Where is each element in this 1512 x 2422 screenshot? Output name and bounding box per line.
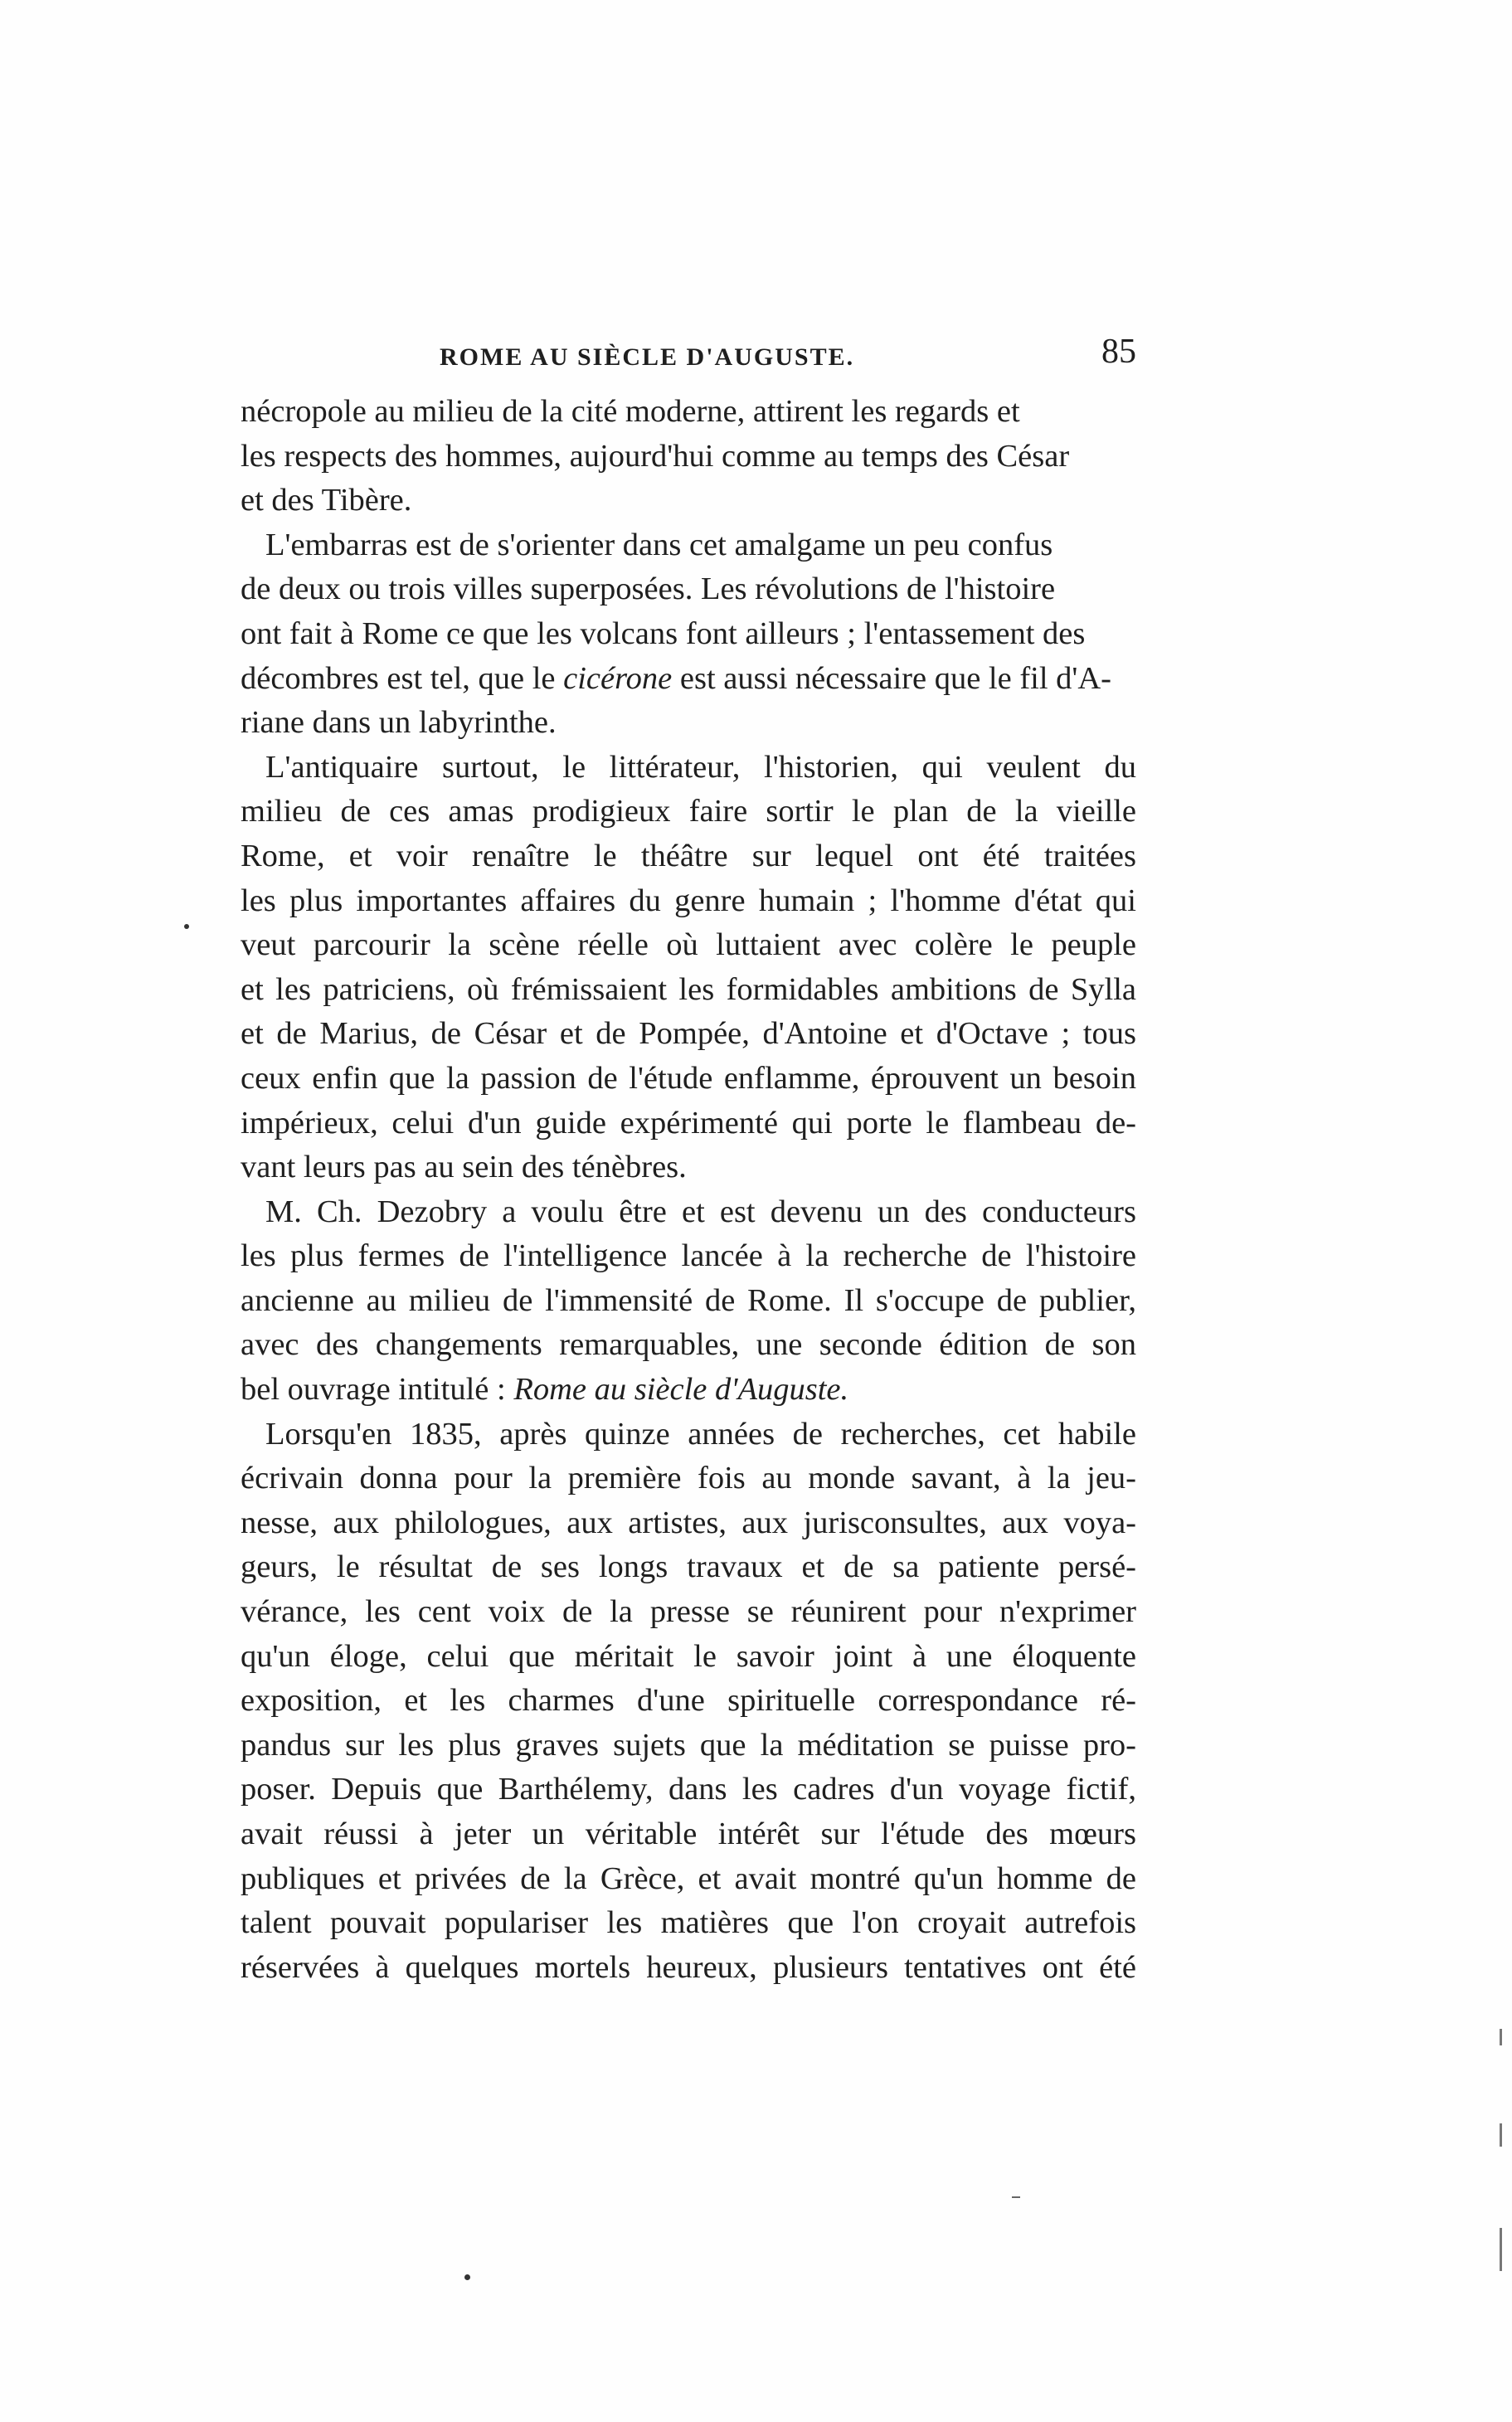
paragraph-1 <box>241 390 1136 523</box>
text-line: L'antiquaire surtout, le littérateur, l'historien, qui veulent du <box>265 749 1136 785</box>
text-line: avait réussi à jeter un véritable intérêt sur l'étude des mœurs <box>241 1816 1136 1851</box>
text-line: talent pouvait populariser les matières que l'on croyait autrefois <box>241 1905 1136 1941</box>
text-line: veut parcourir la scène réelle où luttaient avec colère le peuple <box>241 927 1136 963</box>
text-line: publiques et privées de la Grèce, et avait montré qu'un homme de <box>241 1860 1136 1896</box>
paragraph-2 <box>241 523 1136 746</box>
edge-mark <box>1500 2123 1502 2147</box>
text-line: les plus importantes affaires du genre humain ; l'homme d'état qui <box>241 883 1136 918</box>
text-line: exposition, et les charmes d'une spirituelle correspondance ré- <box>241 1683 1136 1719</box>
text-line: ceux enfin que la passion de l'étude enflamme, éprouvent un besoin <box>241 1060 1136 1096</box>
text-line: de deux ou trois villes superposées. Les révolutions de l'histoire <box>241 571 1056 607</box>
text-line: réservées à quelques mortels heureux, plusieurs tentatives ont été <box>241 1949 1136 1985</box>
ink-speck <box>464 2274 470 2280</box>
text-line: vérance, les cent voix de la presse se réunirent pour n'exprimer <box>241 1594 1136 1630</box>
text-line: et les patriciens, où frémissaient les formidables ambitions de Sylla <box>241 971 1136 1007</box>
body-text <box>241 390 1136 1990</box>
margin-speck <box>184 924 189 929</box>
text-line: L'embarras est de s'orienter dans cet amalgame un peu confus <box>265 527 1053 562</box>
text-line: M. Ch. Dezobry a voulu être et est devenu un des conducteurs <box>265 1194 1136 1229</box>
text-line: et de Marius, de César et de Pompée, d'Antoine et d'Octave ; tous <box>241 1016 1136 1052</box>
text-line: milieu de ces amas prodigieux faire sortir le plan de la vieille <box>241 794 1136 829</box>
text-line: les plus fermes de l'intelligence lancée à la recherche de l'histoire <box>241 1238 1136 1274</box>
paragraph-4 <box>241 1190 1136 1413</box>
text-line: impérieux, celui d'un guide expérimenté qui porte le flambeau de- <box>241 1105 1136 1140</box>
text-line: Rome, et voir renaître le théâtre sur lequel ont été traitées <box>241 838 1136 873</box>
text-line: nesse, aux philologues, aux artistes, aux jurisconsultes, aux voya- <box>241 1505 1136 1540</box>
edge-mark <box>1500 2228 1502 2271</box>
text-segment: décombres est tel, que le <box>241 660 556 696</box>
text-line: ont fait à Rome ce que les volcans font ailleurs ; l'entassement des <box>241 615 1086 651</box>
running-title: ROME AU SIÈCLE D'AUGUSTE. <box>440 343 855 371</box>
text-segment: bel ouvrage intitulé : <box>241 1372 506 1408</box>
italic-book-title: Rome au siècle d'Auguste. <box>513 1372 849 1408</box>
text-line-mixed <box>241 1368 1136 1413</box>
text-line: les respects des hommes, aujourd'hui comme au temps des César <box>241 438 1070 474</box>
text-line: pandus sur les plus graves sujets que la méditation se puisse pro- <box>241 1727 1136 1763</box>
edge-mark <box>1500 2029 1502 2045</box>
italic-word: cicérone <box>563 660 673 696</box>
text-line: ancienne au milieu de l'immensité de Rome. Il s'occupe de publier, <box>241 1282 1136 1318</box>
page-number: 85 <box>1101 333 1136 371</box>
text-line: et des Tibère. <box>241 483 412 518</box>
paragraph-3 <box>241 746 1136 1190</box>
text-line: avec des changements remarquables, une seconde édition de son <box>241 1327 1136 1363</box>
text-line-mixed <box>241 657 1136 702</box>
page-header <box>440 332 1136 382</box>
text-line: qu'un éloge, celui que méritait le savoir joint à une éloquente <box>241 1638 1136 1674</box>
text-segment: est aussi nécessaire que le fil d'A- <box>679 660 1111 696</box>
scan-artifact <box>1012 2196 1020 2198</box>
text-line: riane dans un labyrinthe. <box>241 705 557 741</box>
text-line: poser. Depuis que Barthélemy, dans les cadres d'un voyage fictif, <box>241 1772 1136 1807</box>
text-line: vant leurs pas au sein des ténèbres. <box>241 1150 687 1185</box>
text-line: Lorsqu'en 1835, après quinze années de recherches, cet habile <box>265 1416 1136 1452</box>
text-line: nécropole au milieu de la cité moderne, attirent les regards et <box>241 394 1020 429</box>
text-line: écrivain donna pour la première fois au monde savant, à la jeu- <box>241 1461 1136 1496</box>
paragraph-5 <box>241 1413 1136 1991</box>
text-line: geurs, le résultat de ses longs travaux et de sa patiente persé- <box>241 1549 1136 1585</box>
